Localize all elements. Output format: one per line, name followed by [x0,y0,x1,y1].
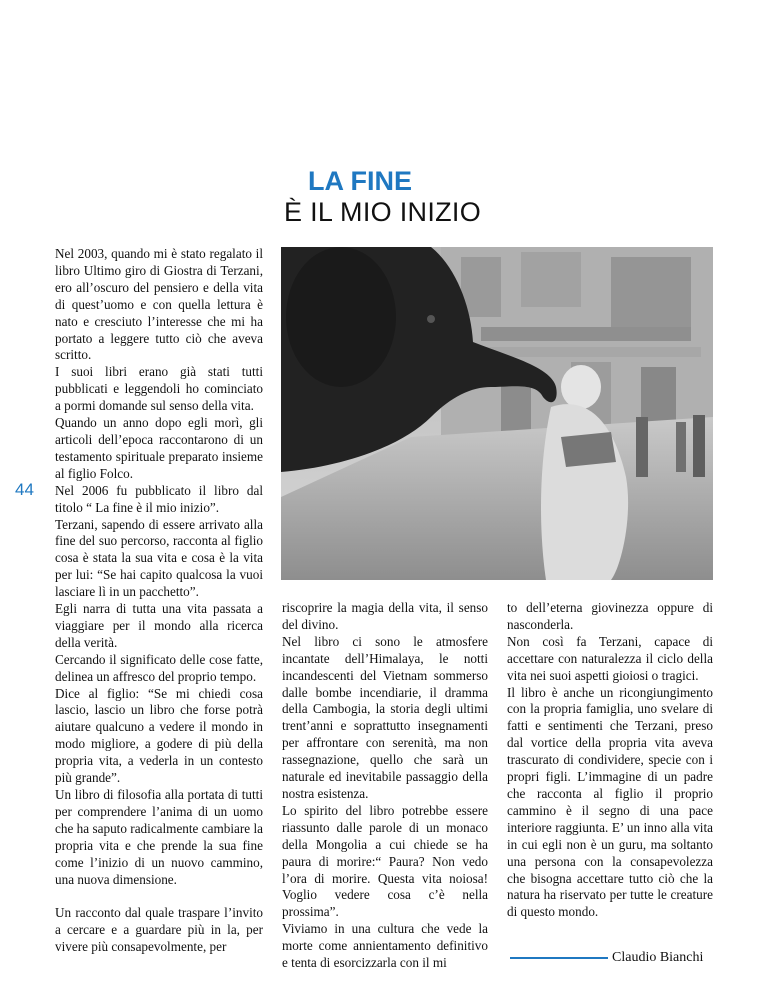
paragraph: Il libro è anche un ricongiungimento con la propria famiglia, uno svelare di fatti e sentimenti che Terzani, preso dal vortice della propria vita aveva trascurato di condividere, specie con i propri figli. L’immagine di un padre che racconta al figlio il proprio cammino è il segno di una pace interiore raggiunta. E’ un inno alla vita in cui egli non è un guru, ma soltanto una persona con la consapevolezza che bisogna accettare tutto ciò che la natura ha riservato per tutte le creature di questo mondo. [507,684,713,920]
text-column-2 [282,600,488,972]
paragraph: Cercando il significato delle cose fatte, delinea un affresco del proprio tempo. [55,651,263,684]
paragraph: Quando un anno dopo egli morì, gli articoli dell’epoca raccontarono di un testamento spirituale preparato insieme al figlio Folco. [55,415,263,481]
article-title [284,166,481,228]
paragraph: Egli narra di tutta una vita passata a viaggiare per il mondo alla ricerca della verità. [55,601,263,650]
title-line-2: È IL MIO INIZIO [284,197,482,227]
paragraph: Dice al figlio: “Se mi chiedi cosa lascio, lascio un libro che forse potrà aiutare qualcuno a vedere il mondo in modo migliore, a godere di più della propria vita, a vederla in un contesto più grande”. [55,685,263,786]
paragraph: Un libro di filosofia alla portata di tutti per comprendere l’anima di un uomo che ha saputo radicalmente cambiare la propria vita e che prende la sua fine come l’inizio di un nuovo cammino, una nuova dimensione. [55,787,263,887]
paragraph: Viviamo in una cultura che vede la morte come annientamento definitivo e tenta di esorcizzarla con il mi [282,921,488,971]
text-column-1 [55,246,263,956]
page-number: 44 [15,480,34,499]
paragraph: Nel 2006 fu pubblicato il libro dal titolo “ La fine è il mio inizio”. [55,482,263,515]
title-line-1: LA FINE [308,166,412,196]
paragraph: Non così fa Terzani, capace di accettare con naturalezza il ciclo della vita nei suoi aspetti gioiosi o tragici. [507,633,713,683]
paragraph: Terzani, sapendo di essere arrivato alla fine del suo percorso, racconta al figlio cosa è stata la sua vita e cosa è la vita per lui: “Se hai capito qualcosa la vuoi lasciare lì in un pacchetto”. [55,516,263,600]
elephant-photo [281,247,713,580]
paragraph: Nel 2003, quando mi è stato regalato il libro Ultimo giro di Giostra di Terzani, ero all’oscuro del pensiero e della vita di quest’uomo e con quella lettura è nato e cresciuto l’interesse che mi ha portato a leggere tutto ciò che aveva scritto. [55,246,263,363]
paragraph: Un racconto dal quale traspare l’invito a cercare e a guardare più in la, per vivere più consapevolmente, per [55,905,263,955]
paragraph: to dell’eterna giovinezza oppure di nasconderla. [507,600,713,632]
author-signature: Claudio Bianchi [612,950,704,965]
text-column-3 [507,600,713,921]
paragraph: I suoi libri erano già stati tutti pubblicati e leggendoli ho cominciato a pormi domande sul senso della vita. [55,364,263,414]
signature-rule [510,957,608,959]
paragraph: riscoprire la magia della vita, il senso del divino. [282,600,488,632]
article-photo [281,247,713,580]
paragraph: Nel libro ci sono le atmosfere incantate dell’Himalaya, le notti incandescenti del Vietnam sommerso dalle bombe incendiarie, il dramma della Cambogia, la storia degli ultimi trent’anni e soprattutto insegnamenti per affrontare con serenità, ma non rassegnazione, quello che sarà un naturale ed inevitabile passaggio della nostra esistenza. [282,633,488,801]
paragraph: Lo spirito del libro potrebbe essere riassunto dalle parole di un monaco della Mongolia a cui chiede se ha paura di morire:“ Paura? Non vedo l’ora di morire. Questa vita noiosa! Voglio vedere cosa c’è nella prossima”. [282,802,488,920]
